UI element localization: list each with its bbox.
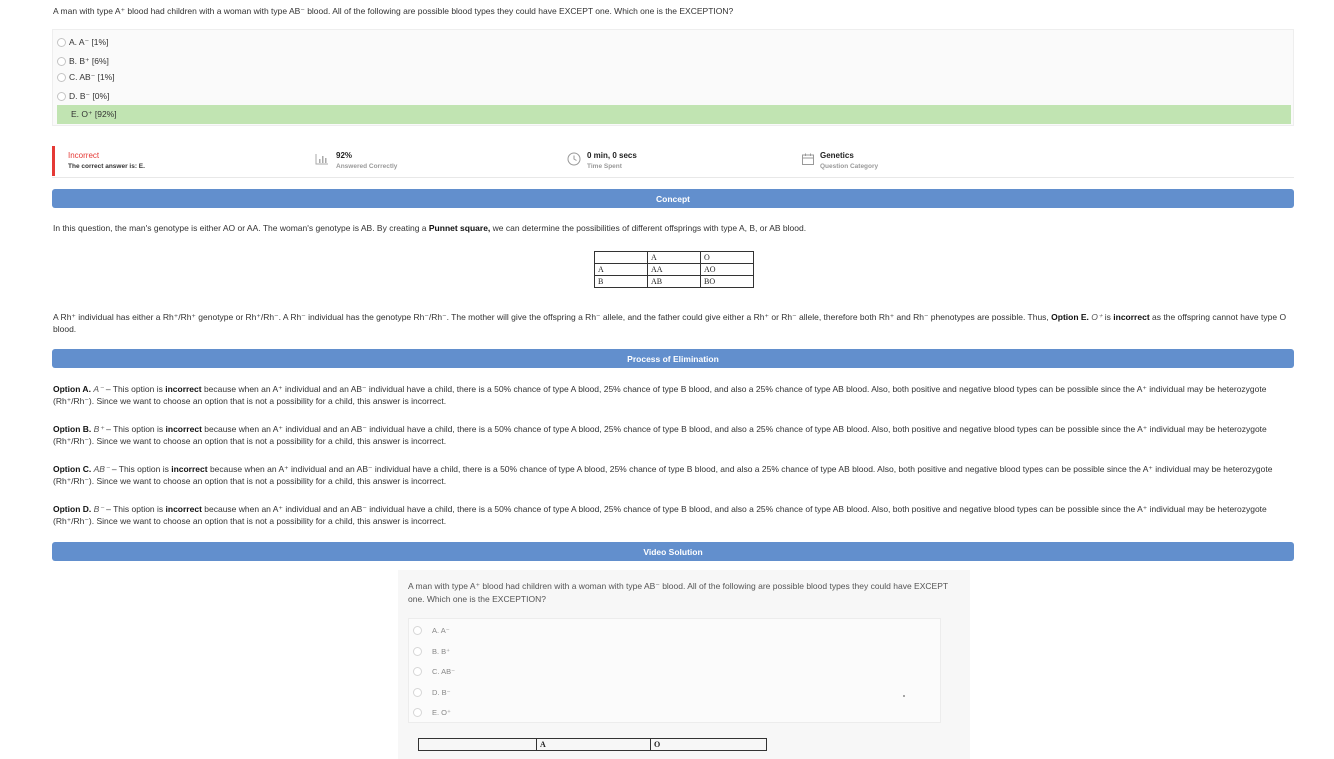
table-cell: A	[537, 739, 651, 751]
clock-icon	[567, 152, 581, 166]
option-value: A⁻	[93, 384, 104, 394]
radio-button[interactable]	[57, 38, 66, 47]
punnet-square-term: Punnet square,	[428, 223, 491, 233]
text-span: we can determine the possibilities of different offsprings with type A, B, or AB blood.	[490, 223, 807, 233]
result-stat	[68, 151, 145, 170]
option-label: A. A⁻ [1%]	[69, 37, 109, 47]
option-value: AB⁻	[93, 464, 110, 474]
elimination-header: Process of Elimination	[52, 349, 1294, 368]
time-label: Time Spent	[587, 163, 622, 170]
option-e-correct[interactable]	[57, 105, 1291, 124]
text-span: because when an A⁺ individual and an AB⁻ individual have a child, there is a 50% chance of type A blood, 25% chance of type B blood, and also a 25% chance of type AB blood. Also, both positive and negative blood types can be possible since the A⁺ individual may be heterozygote (Rh⁺/Rh⁻). Since we want to choose an option that is not a possibility for a child, this answer is incorrect.	[53, 384, 1267, 406]
video-player[interactable]	[398, 570, 970, 759]
radio-circle	[413, 626, 422, 635]
option-label: C. AB⁻ [1%]	[69, 72, 115, 82]
concept-paragraph-1	[53, 222, 1293, 234]
option-label: B. B⁺ [6%]	[69, 56, 109, 66]
incorrect-indicator	[52, 146, 55, 176]
radio-button[interactable]	[57, 73, 66, 82]
table-cell: B	[595, 276, 648, 288]
text-span: – This option is	[103, 384, 166, 394]
option-ref: Option E.	[1051, 312, 1089, 322]
table-cell: O	[701, 252, 754, 264]
table-row	[595, 264, 754, 276]
concept-header: Concept	[52, 189, 1294, 208]
option-ref: Option B.	[53, 424, 92, 434]
text-span: A Rh⁺ individual has either a Rh⁺/Rh⁺ genotype or Rh⁺/Rh⁻. A Rh⁻ individual has the genotype Rh⁻/Rh⁻. The mother will give the offspring a Rh⁻ allele, and the father could give either a Rh⁺ or Rh⁻ allele, therefore both Rh⁺ and Rh⁻ phenotypes are possible. Thus,	[53, 312, 1052, 322]
video-solution-header: Video Solution	[52, 542, 1294, 561]
video-punnett-table	[418, 738, 767, 751]
incorrect-term: incorrect	[165, 504, 202, 514]
incorrect-term: incorrect	[1113, 312, 1150, 322]
video-option-label: D. B⁻	[432, 688, 451, 697]
table-row	[595, 252, 754, 264]
video-option-label: E. O⁺	[432, 708, 451, 717]
time-value: 0 min, 0 secs	[587, 151, 637, 160]
percent-stat	[336, 151, 397, 170]
radio-button[interactable]	[57, 57, 66, 66]
radio-circle	[413, 708, 422, 717]
incorrect-term: incorrect	[165, 384, 202, 394]
table-cell	[595, 252, 648, 264]
video-option	[413, 626, 450, 635]
video-option	[413, 708, 451, 717]
option-label: D. B⁻ [0%]	[69, 91, 110, 101]
radio-circle	[413, 647, 422, 656]
percent-label: Answered Correctly	[336, 163, 398, 170]
bar-chart-icon	[315, 153, 329, 165]
text-span: In this question, the man's genotype is either AO or AA. The woman's genotype is AB. By creating a	[53, 223, 429, 233]
punnett-square-table	[594, 251, 754, 288]
time-stat	[587, 151, 637, 170]
video-option	[413, 688, 451, 697]
text-span: – This option is	[103, 504, 166, 514]
text-span: because when an A⁺ individual and an AB⁻ individual have a child, there is a 50% chance of type A blood, 25% chance of type B blood, and also a 25% chance of type AB blood. Also, both positive and negative blood types can be possible since the A⁺ individual may be heterozygote (Rh⁺/Rh⁻). Since we want to choose an option that is not a possibility for a child, this answer is incorrect.	[53, 424, 1267, 446]
incorrect-term: incorrect	[165, 424, 202, 434]
category-label: Question Category	[820, 163, 879, 170]
table-cell: O	[651, 739, 767, 751]
table-cell: AO	[701, 264, 754, 276]
incorrect-term: incorrect	[171, 464, 208, 474]
category-stat	[820, 151, 878, 170]
option-value: B⁻	[93, 504, 104, 514]
table-cell: AA	[648, 264, 701, 276]
video-option	[413, 667, 455, 676]
table-cell: AB	[648, 276, 701, 288]
elimination-item-c	[53, 463, 1293, 487]
video-options	[408, 618, 941, 723]
video-option	[413, 647, 450, 656]
calendar-icon	[801, 152, 815, 166]
option-d[interactable]	[57, 87, 1291, 106]
table-cell: A	[595, 264, 648, 276]
option-value: B⁺	[93, 424, 104, 434]
text-span: – This option is	[103, 424, 166, 434]
video-option-label: C. AB⁻	[432, 667, 456, 676]
text-span: because when an A⁺ individual and an AB⁻ individual have a child, there is a 50% chance of type A blood, 25% chance of type B blood, and also a 25% chance of type AB blood. Also, both positive and negative blood types can be possible since the A⁺ individual may be heterozygote (Rh⁺/Rh⁻). Since we want to choose an option that is not a possibility for a child, this answer is incorrect.	[53, 464, 1273, 486]
text-span: because when an A⁺ individual and an AB⁻ individual have a child, there is a 50% chance of type A blood, 25% chance of type B blood, and also a 25% chance of type AB blood. Also, both positive and negative blood types can be possible since the A⁺ individual may be heterozygote (Rh⁺/Rh⁻). Since we want to choose an option that is not a possibility for a child, this answer is incorrect.	[53, 504, 1267, 526]
cursor-dot	[903, 695, 905, 697]
text-span: – This option is	[109, 464, 172, 474]
text-span: is	[1102, 312, 1114, 322]
table-cell: A	[648, 252, 701, 264]
radio-button[interactable]	[57, 92, 66, 101]
option-a[interactable]	[57, 33, 1291, 52]
table-cell	[419, 739, 537, 751]
category-value: Genetics	[820, 151, 854, 160]
option-ref: Option D.	[53, 504, 92, 514]
stats-bar	[52, 145, 1294, 178]
elimination-item-d	[53, 503, 1293, 527]
elimination-item-b	[53, 423, 1293, 447]
table-row	[419, 739, 767, 751]
table-row	[595, 276, 754, 288]
question-text: A man with type A⁺ blood had children with a woman with type AB⁻ blood. All of the following are possible blood types they could have EXCEPT one. Which one is the EXCEPTION?	[53, 6, 734, 16]
option-ref: Option C.	[53, 464, 92, 474]
radio-circle	[413, 688, 422, 697]
video-option-label: A. A⁻	[432, 626, 450, 635]
radio-circle	[413, 667, 422, 676]
answer-options	[52, 29, 1294, 126]
table-cell: BO	[701, 276, 754, 288]
percent-value: 92%	[336, 151, 353, 160]
correct-answer-label: The correct answer is: E.	[68, 163, 145, 170]
option-c[interactable]	[57, 68, 1291, 87]
result-label: Incorrect	[68, 151, 100, 160]
video-option-label: B. B⁺	[432, 647, 451, 656]
elimination-item-a	[53, 383, 1293, 407]
option-ref: Option A.	[53, 384, 91, 394]
option-label: E. O⁺ [92%]	[71, 109, 117, 119]
option-value: O⁺	[1091, 312, 1103, 322]
video-question-text: A man with type A⁺ blood had children with a woman with type AB⁻ blood. All of the following are possible blood types they could have EXCEPT one. Which one is the EXCEPTION?	[408, 581, 948, 604]
concept-paragraph-2	[53, 311, 1293, 335]
text-span: as the offspring cannot have type O blood.	[53, 312, 1287, 334]
